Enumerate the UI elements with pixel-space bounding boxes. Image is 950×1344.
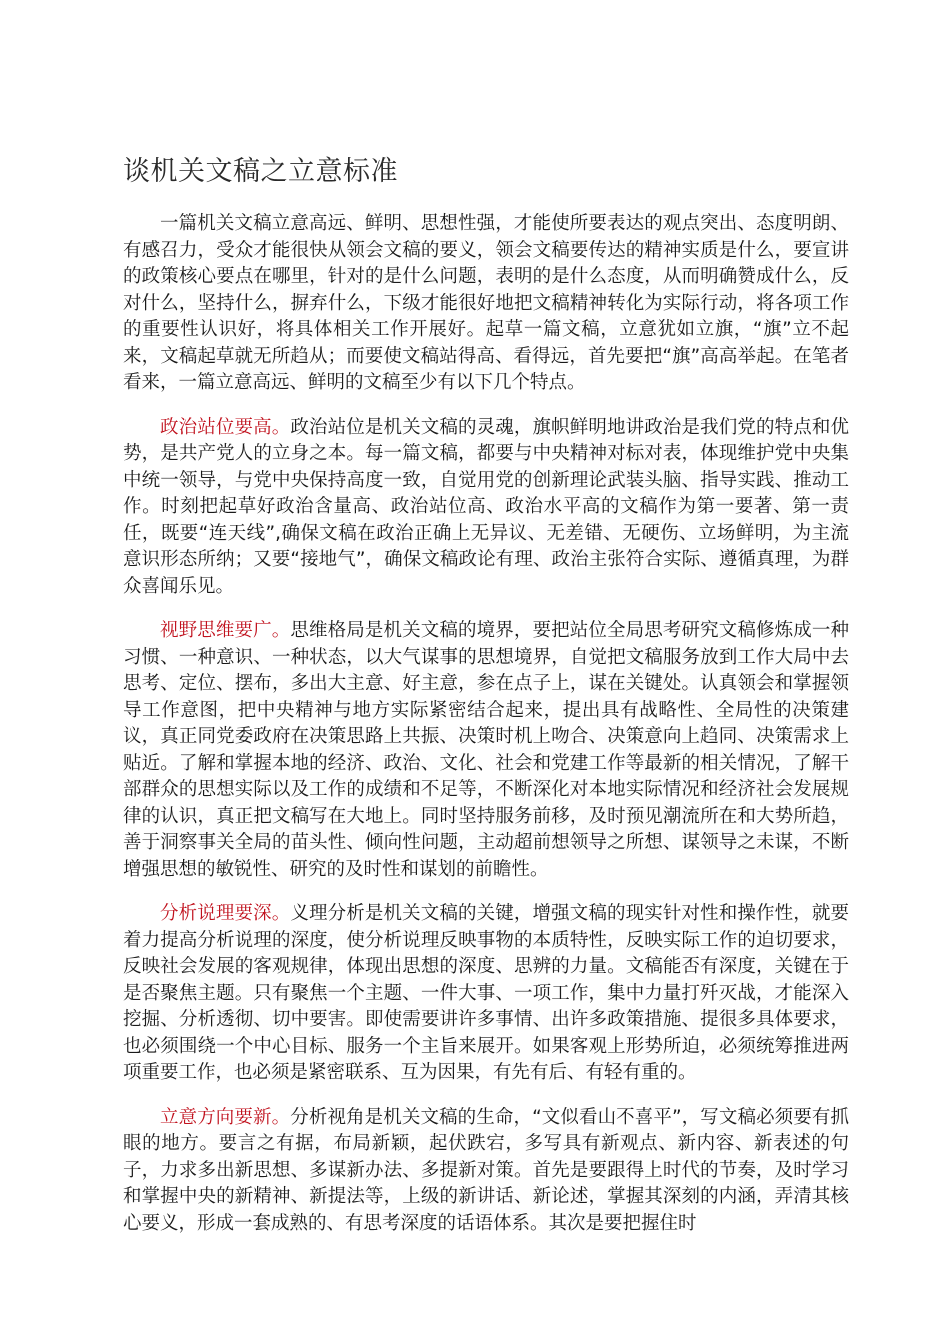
paragraph-political-stance bbox=[123, 415, 849, 601]
paragraph-text: 思维格局是机关文稿的境界，要把站位全局思考研究文稿修炼成一种习惯、一种意识、一种状态，以大气谋事的思想境界，自觉把文稿服务放到工作大局中去思考、定位、摆布，多出大主意、好主意，参在点子上，谋在关键处。认真领会和掌握领导工作意图，把中央精神与地方实际紧密结合起来，提出具有战略性、全局性的决策建议，真正同党委政府在决策思路上共振、决策时机上吻合、决策意向上趋同、决策需求上贴近。了解和掌握本地的经济、政治、文化、社会和党建工作等最新的相关情况，了解干部群众的思想实际以及工作的成绩和不足等，不断深化对本地实际情况和经济社会发展规律的认识，真正把文稿写在大地上。同时坚持服务前移，及时预见潮流所在和大势所趋，善于洞察事关全局的苗头性、倾向性问题，主动超前想领导之所想、谋领导之未谋，不断增强思想的敏锐性、研究的及时性和谋划的前瞻性。 bbox=[123, 620, 849, 880]
paragraph-lead-heading: 立意方向要新。 bbox=[160, 1106, 291, 1128]
paragraph-deep-analysis bbox=[123, 901, 849, 1087]
paragraph-text: 一篇机关文稿立意高远、鲜明、思想性强，才能使所要表达的观点突出、态度明朗、有感召力，受众才能很快从领会文稿的要义，领会文稿要传达的精神实质是什么，要宣讲的政策核心要点在哪里，针对的是什么问题，表明的是什么态度，从而明确赞成什么，反对什么，坚持什么，摒弃什么，下级才能很好地把文稿精神转化为实际行动，将各项工作的重要性认识好，将具体相关工作开展好。起草一篇文稿，立意犹如立旗，“旗”立不起来，文稿起草就无所趋从；而要使文稿站得高、看得远，首先要把“旗”高高举起。在笔者看来，一篇立意高远、鲜明的文稿至少有以下几个特点。 bbox=[123, 213, 849, 393]
document-body bbox=[123, 211, 849, 1255]
document-title: 谈机关文稿之立意标准 bbox=[123, 156, 398, 187]
paragraph-lead-heading: 分析说理要深。 bbox=[160, 903, 291, 924]
paragraph-text: 政治站位是机关文稿的灵魂，旗帜鲜明地讲政治是我们党的特点和优势，是共产党人的立身之本。每一篇文稿，都要与中央精神对标对表，体现维护党中央集中统一领导，与党中央保持高度一致，自觉用党的创新理论武装头脑、指导实践、推动工作。时刻把起草好政治含量高、政治站位高、政治水平高的文稿作为第一要著、第一责任，既要“连天线”,确保文稿在政治正确上无异议、无差错、无硬伤、立场鲜明，为主流意识形态所纳；又要“接地气”，确保文稿政论有理、政治主张符合实际、遵循真理，为群众喜闻乐见。 bbox=[123, 416, 849, 597]
paragraph-text: 分析视角是机关文稿的生命，“文似看山不喜平”，写文稿必须要有抓眼的地方。要言之有据，布局新颖，起伏跌宕，多写具有新观点、新内容、新表述的句子，力求多出新思想、多谋新办法、多提新对策。首先是要跟得上时代的节奏，及时学习和掌握中央的新精神、新提法等，上级的新讲话、新论述，掌握其深刻的内涵，弄清其核心要义，形成一套成熟的、有思考深度的话语体系。其次是要把握住时 bbox=[123, 1106, 849, 1234]
paragraph-lead-heading: 政治站位要高。 bbox=[160, 416, 291, 438]
paragraph-lead-heading: 视野思维要广。 bbox=[160, 620, 291, 641]
paragraph-intro bbox=[123, 211, 849, 397]
paragraph-text: 义理分析是机关文稿的关键，增强文稿的现实针对性和操作性，就要着力提高分析说理的深度，使分析说理反映事物的本质特性，反映实际工作的迫切要求，反映社会发展的客观规律，体现出思想的深度、思辨的力量。文稿能否有深度，关键在于是否聚焦主题。只有聚焦一个主题、一件大事、一项工作，集中力量打歼灭战，才能深入挖掘、分析透彻、切中要害。即使需要讲许多事情、出许多政策措施、提很多具体要求，也必须围绕一个中心目标、服务一个主旨来展开。如果客观上形势所迫，必须统筹推进两项重要工作，也必须是紧密联系、互为因果，有先有后、有轻有重的。 bbox=[123, 903, 849, 1083]
paragraph-broad-vision bbox=[123, 618, 849, 883]
paragraph-new-direction bbox=[123, 1105, 849, 1238]
